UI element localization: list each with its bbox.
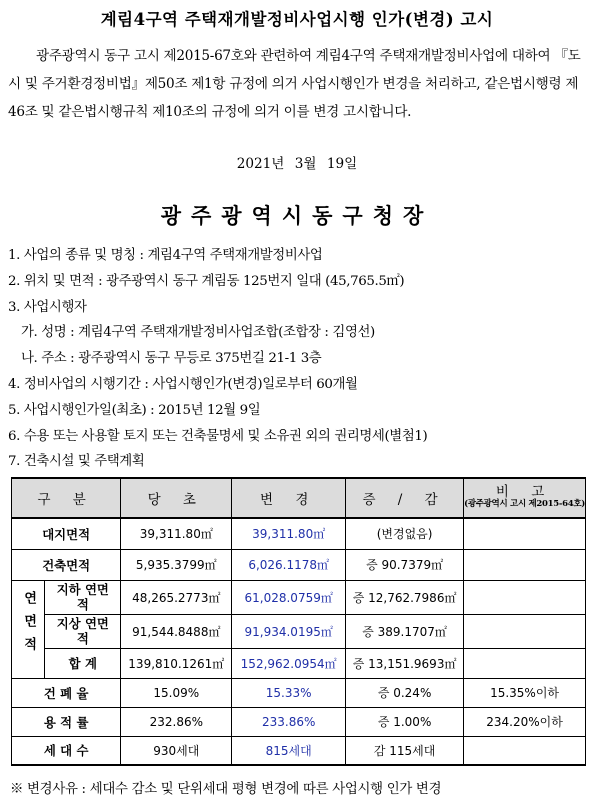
notice-title: 계림4구역 주택재개발정비사업시행 인가(변경) 고시 (100, 10, 494, 29)
list-item: 나. 주소 : 광주광역시 동구 무등로 375번길 21-1 3층 (21, 351, 322, 367)
list-item: 3. 사업시행자 (8, 299, 87, 315)
issuing-authority: 광주광역시동구청장 (160, 203, 434, 228)
table-row (12, 678, 586, 707)
table-row (12, 580, 586, 614)
table-row (12, 518, 586, 549)
changed-value: 15.33% (232, 678, 346, 707)
original-value: 930세대 (121, 736, 232, 765)
notice-date: 2021년 3월 19일 (236, 156, 358, 172)
row-label: 건축면적 (12, 549, 121, 580)
table-row (12, 648, 586, 678)
table-header-row (12, 478, 586, 518)
row-label: 합 계 (45, 648, 121, 678)
table-row (12, 736, 586, 765)
changed-value: 815세대 (232, 736, 346, 765)
list-item: 1. 사업의 종류 및 명칭 : 계림4구역 주택재개발정비사업 (8, 248, 323, 263)
list-item: 가. 성명 : 계림4구역 주택재개발정비사업조합(조합장 : 김영선) (21, 325, 375, 341)
list-item: 2. 위치 및 면적 : 광주광역시 동구 계림동 125번지 일대 (45,765.5㎡) (8, 273, 405, 289)
list-item: 6. 수용 또는 사용할 토지 또는 건축물명세 및 소유권 외의 권리명세(별첨1) (8, 428, 428, 444)
table-row (12, 614, 586, 648)
note-value (464, 549, 586, 580)
item-list (8, 243, 588, 475)
diff-value: 증 389.1707㎡ (346, 614, 464, 648)
header-note (464, 478, 586, 518)
building-plan-table (11, 477, 586, 766)
row-label: 지하 연면적 (45, 580, 121, 614)
changed-value: 233.86% (232, 707, 346, 736)
list-item: 4. 정비사업의 시행기간 : 사업시행인가(변경)일로부터 60개월 (8, 376, 358, 392)
row-label: 세 대 수 (12, 736, 121, 765)
note-value (464, 736, 586, 765)
row-label: 용 적 률 (12, 707, 121, 736)
note-value (464, 648, 586, 678)
intro-paragraph: 광주광역시 동구 고시 제2015-67호와 관련하여 계림4구역 주택재개발정비사업에 대하여 『도시 및 주거환경정비법』제50조 제1항 규정에 의거 사업시행인가 변경을 처리하고, 같은법시행령 제46조 및 같은법시행규칙 제10조의 규정에 의거 이를 변경 고시합니다. (8, 48, 581, 120)
note-value: 15.35%이하 (464, 678, 586, 707)
diff-value: (변경없음) (346, 518, 464, 549)
original-value: 91,544.8488㎡ (121, 614, 232, 648)
floor-area-group-label (12, 580, 45, 678)
changed-value: 61,028.0759㎡ (232, 580, 346, 614)
list-item: 5. 사업시행인가일(최초) : 2015년 12월 9일 (8, 402, 261, 418)
changed-value: 91,934.0195㎡ (232, 614, 346, 648)
changed-value: 152,962.0954㎡ (232, 648, 346, 678)
header-note-label: 비 고 (495, 484, 554, 500)
original-value: 5,935.3799㎡ (121, 549, 232, 580)
original-value: 139,810.1261㎡ (121, 648, 232, 678)
diff-value: 증 0.24% (346, 678, 464, 707)
row-label: 건 폐 율 (12, 678, 121, 707)
original-value: 39,311.80㎡ (121, 518, 232, 549)
diff-value: 증 1.00% (346, 707, 464, 736)
changed-value: 39,311.80㎡ (232, 518, 346, 549)
header-original: 당 초 (121, 478, 232, 518)
note-value (464, 518, 586, 549)
note-value: 234.20%이하 (464, 707, 586, 736)
change-reason-note: ※ 변경사유 : 세대수 감소 및 단위세대 평형 변경에 따른 사업시행 인가 변경 (10, 782, 442, 797)
header-changed: 변 경 (232, 478, 346, 518)
table-row (12, 707, 586, 736)
header-diff: 증 / 감 (346, 478, 464, 518)
diff-value: 감 115세대 (346, 736, 464, 765)
diff-value: 증 13,151.9693㎡ (346, 648, 464, 678)
note-value (464, 614, 586, 648)
original-value: 232.86% (121, 707, 232, 736)
floor-area-label: 연면적 (21, 590, 37, 660)
list-item: 7. 건축시설 및 주택계획 (8, 454, 145, 470)
changed-value: 6,026.1178㎡ (232, 549, 346, 580)
original-value: 15.09% (121, 678, 232, 707)
row-label: 대지면적 (12, 518, 121, 549)
diff-value: 증 90.7379㎡ (346, 549, 464, 580)
header-category: 구 분 (12, 478, 121, 518)
row-label: 지상 연면적 (45, 614, 121, 648)
note-value (464, 580, 586, 614)
table-row (12, 549, 586, 580)
original-value: 48,265.2773㎡ (121, 580, 232, 614)
diff-value: 증 12,762.7986㎡ (346, 580, 464, 614)
header-note-ref: (광주광역시 고시 제2015-64호) (464, 499, 585, 509)
